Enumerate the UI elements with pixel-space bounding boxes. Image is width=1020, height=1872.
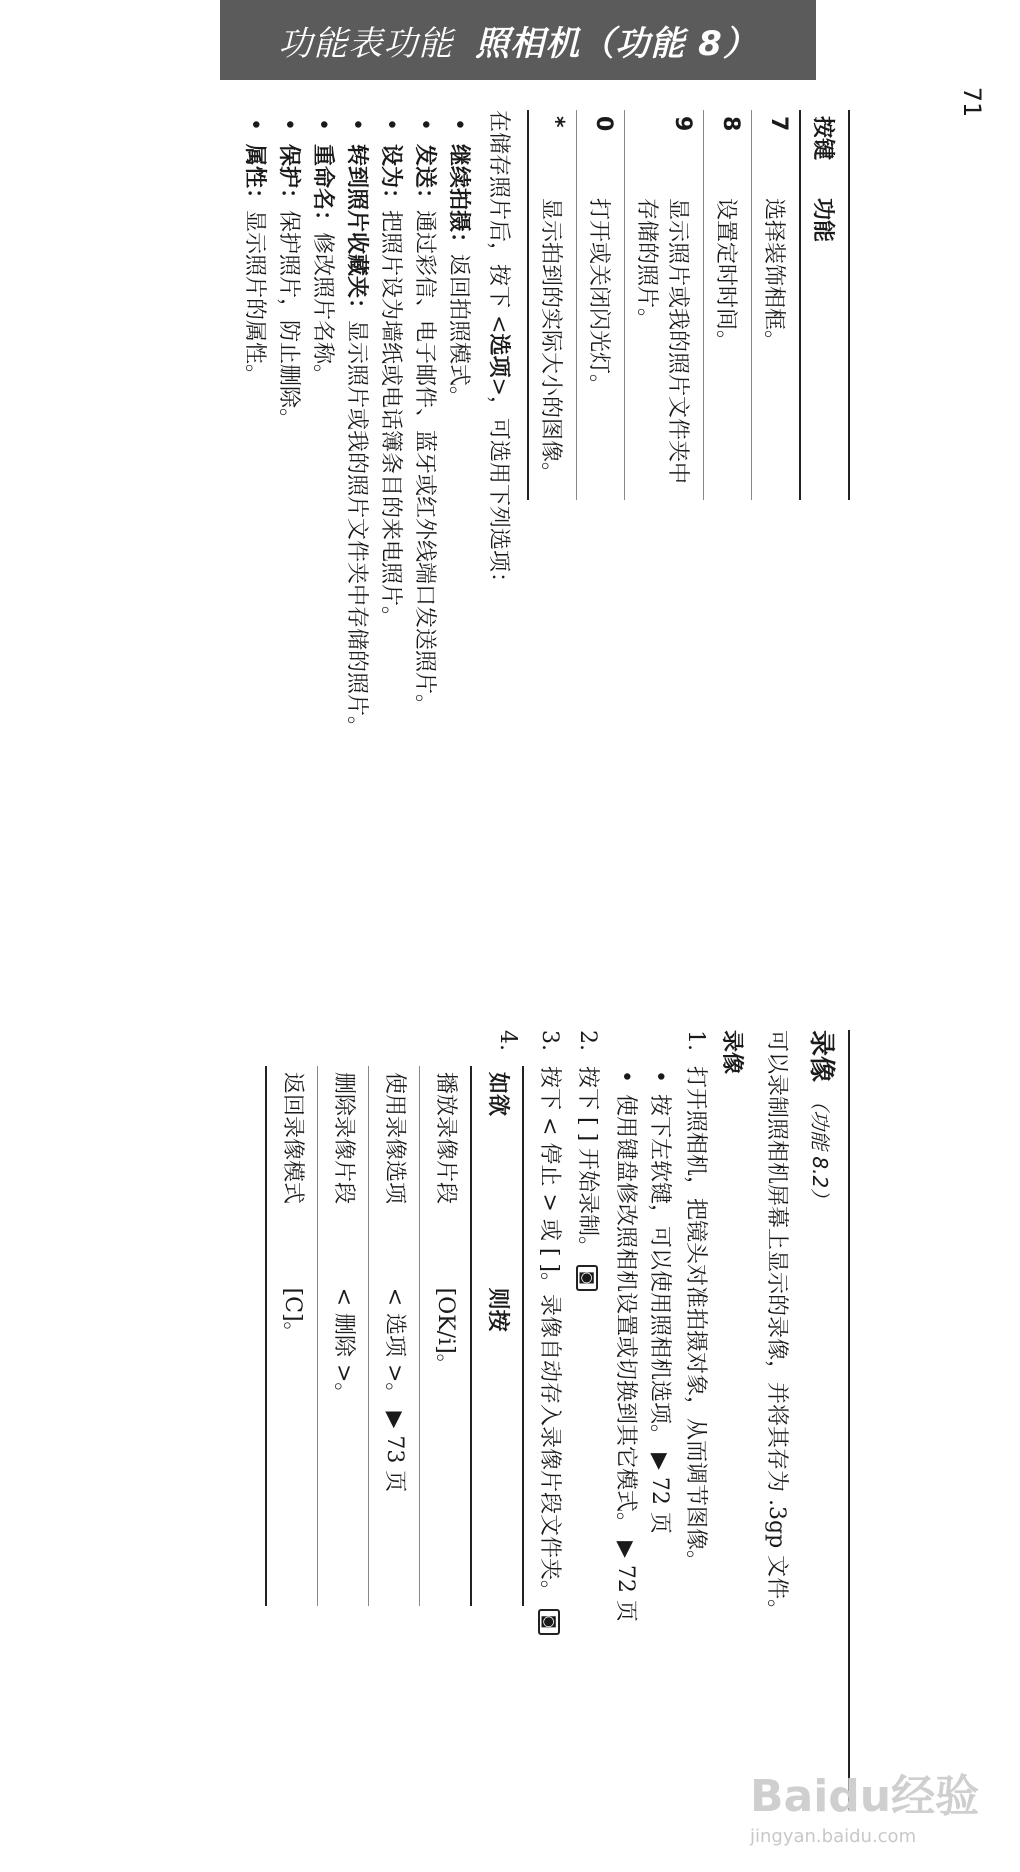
option-text: 显示照片的属性。 [242,210,267,387]
video-intro: 可以录制照相机屏幕上显示的录像，并将其存为 .3gp 文件。 [764,1030,789,1622]
function-cell: 选择装饰相框。 [752,192,801,500]
camera-key-icon: ◙ [538,1609,560,1635]
table-row [625,110,704,500]
want-cell: 删除录像片段 [318,1066,369,1282]
list-item [305,110,339,930]
list-item [271,110,305,930]
video-subheading: 录像 [719,1030,744,1075]
want-cell: 播放录像片段 [420,1066,472,1282]
step1-bullets [608,1066,676,1810]
option-text: 返回拍照模式。 [446,254,471,409]
list-item: • 使用键盘修改照相机设置或切换到其它模式。 ▶ 72 页 [608,1066,642,1810]
step-text: 打开照相机，把镜头对准拍摄对象，从而调节图像。 [683,1066,708,1573]
table-row [577,110,625,500]
option-label: 发送： [412,144,437,211]
video-steps [265,1030,712,1810]
want-cell: 使用录像选项 [369,1066,420,1282]
options-softkey: 选项 [486,333,511,378]
list-item: • 按下左软键，可以使用照相机选项。 ▶ 72 页 [642,1066,676,1810]
step-text: 按下 < 停止 > 或 [ ]。录像自动存入录像片段文件夹。 [537,1066,562,1602]
option-text: 保护照片，防止删除。 [276,210,301,431]
step-item [608,1030,712,1810]
step-text: 按下 [ ] 开始录制。 [575,1066,600,1259]
after-save-pre: 在储存照片后，按下 < [486,110,511,334]
option-label: 设为： [378,144,403,211]
function-cell: 设置定时时间。 [704,192,752,500]
press-cell: [C]。 [266,1282,318,1606]
table-header-row [471,1066,523,1606]
table-row [752,110,801,500]
after-save-paragraph [481,110,515,930]
list-item [237,110,271,930]
key-function-table [527,110,850,500]
list-item [339,110,373,930]
press-cell: < 删除 >。 [318,1282,369,1606]
list-item [407,110,441,930]
option-label: 转到照片收藏夹： [344,144,369,321]
header-chapter: 照相机（功能 8） [475,23,758,64]
video-options-table [265,1066,524,1606]
option-text: 把照片设为墙纸或电话簿条目的来电照片。 [378,210,403,629]
section-title [805,1030,850,1810]
table-row [369,1066,420,1606]
key-cell: 9 [625,110,704,192]
right-column [80,1030,850,1810]
press-cell: < 选项 >。 ▶ 73 页 [369,1282,420,1606]
table-row [318,1066,369,1606]
list-item [373,110,407,930]
function-cell: 显示拍到的实际大小的图像。 [528,192,577,500]
option-text: 修改照片名称。 [310,232,335,387]
step-item [570,1030,604,1810]
key-cell: 0 [577,110,625,192]
header-key: 按键 [800,110,849,192]
step-number: 3. [537,1030,562,1051]
option-text: 通过彩信、电子邮件、蓝牙或红外线端口发送照片。 [412,210,437,717]
watermark-brand: Baidu经验 [750,1771,980,1822]
list-item [441,110,475,930]
watermark-url: jingyan.baidu.com [750,1826,917,1847]
header-function: 功能 [800,192,849,500]
want-cell: 返回录像模式 [266,1066,318,1282]
step-item [532,1030,566,1810]
camera-key-icon: ◙ [576,1265,598,1291]
page-header [220,0,816,80]
header-want: 如欲 [471,1066,523,1282]
step-number: 2. [575,1030,600,1051]
function-cell: 显示照片或我的照片文件夹中存储的照片。 [625,192,704,500]
after-save-post: >，可选用下列选项： [486,377,511,594]
header-section: 功能表功能 [278,23,454,64]
table-row [420,1066,472,1606]
header-press: 则按 [471,1282,523,1606]
table-header-row [800,110,849,500]
option-label: 继续拍摄： [446,144,471,255]
option-label: 重命名： [310,144,335,233]
table-row [266,1066,318,1606]
video-subtitle: （功能 8.2） [808,1090,832,1209]
key-cell: 7 [752,110,801,192]
option-label: 保护： [276,144,301,211]
key-cell: 8 [704,110,752,192]
baidu-watermark [750,1760,979,1847]
step-number: 4. [495,1030,520,1051]
photo-options-list [237,110,475,930]
table-row [704,110,752,500]
key-cell: * [528,110,577,192]
option-label: 属性： [242,144,267,211]
option-text: 显示照片或我的照片文件夹中存储的照片。 [344,320,369,739]
function-cell: 打开或关闭闪光灯。 [577,192,625,500]
step-number: 1. [683,1030,708,1051]
table-row [528,110,577,500]
page-body [80,110,850,1830]
press-cell: [OK/i]。 [420,1282,472,1606]
video-title: 录像 [806,1030,836,1083]
page-number: 71 [958,86,986,118]
left-column [80,110,850,930]
step-item [265,1030,524,1810]
